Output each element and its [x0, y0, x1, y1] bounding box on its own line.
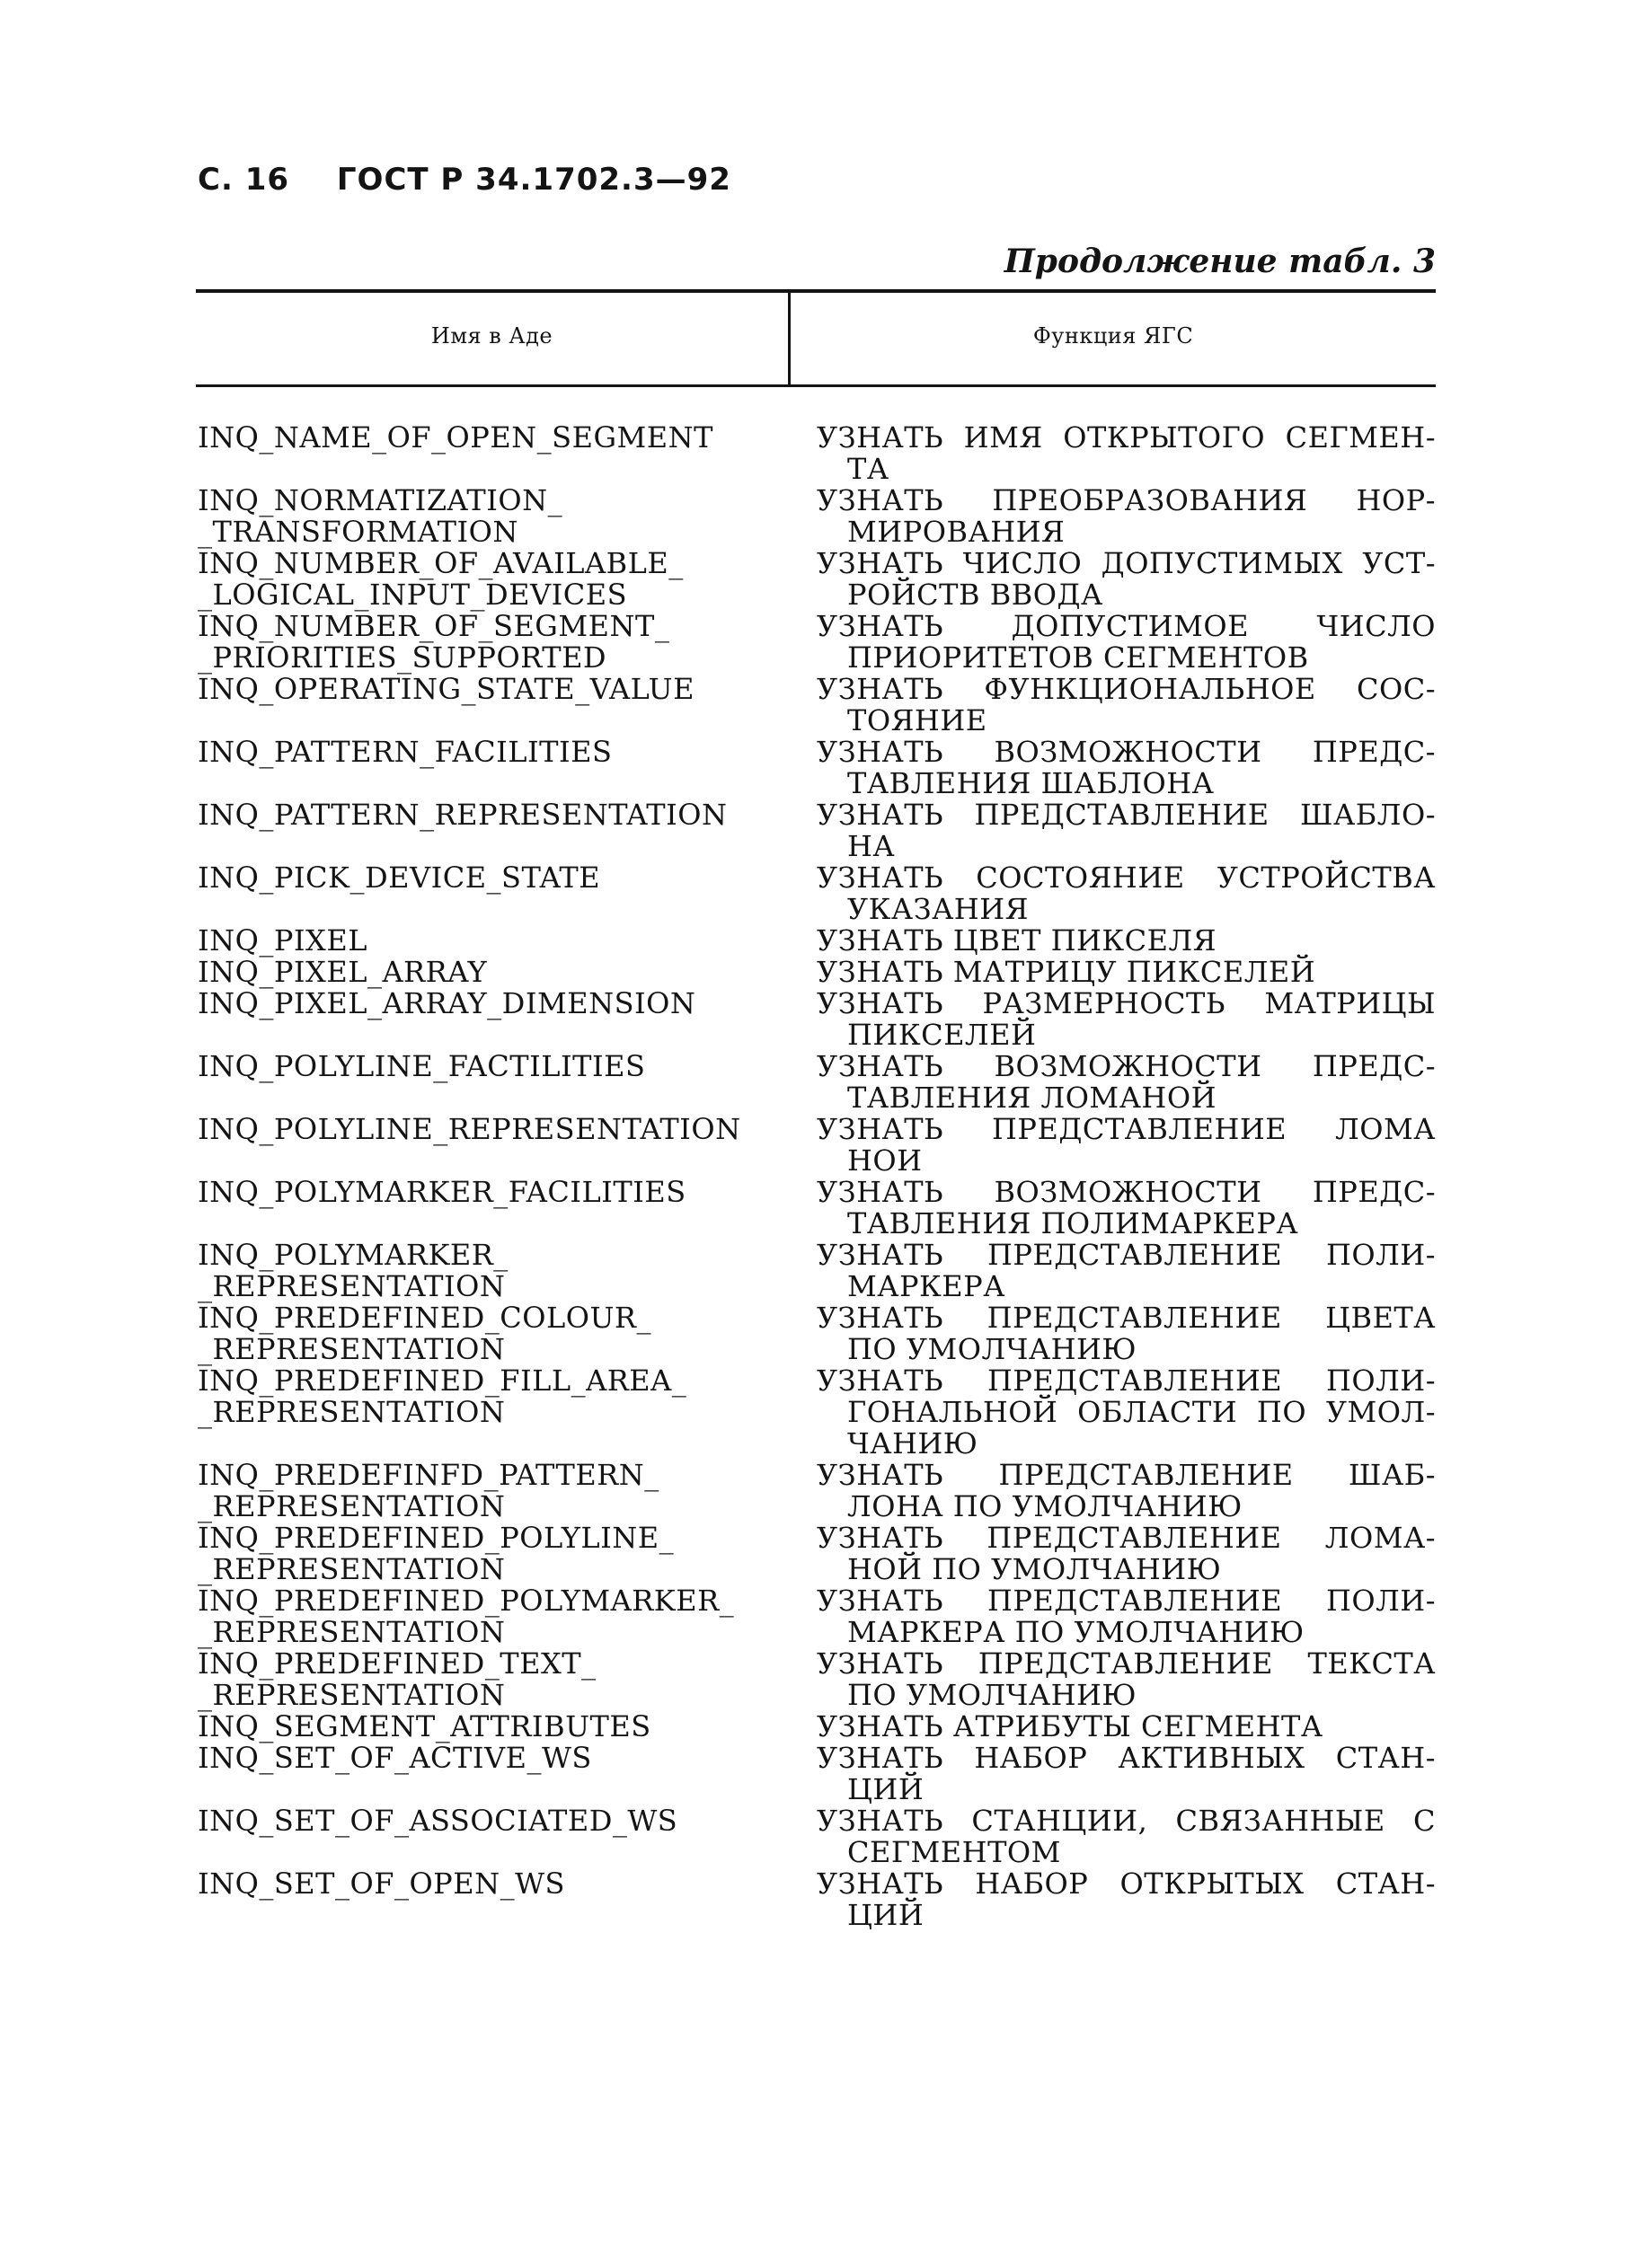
ada-name-cell: INQ_PREDEFINED_FILL_AREA_ _REPRESENTATION — [198, 1363, 687, 1429]
ada-name-cell: INQ_SEGMENT_ATTRIBUTES — [198, 1709, 651, 1743]
gks-function-line: УЗНАТЬ ДОПУСТИМОЕ ЧИСЛО — [817, 609, 1436, 643]
ada-name-cell: INQ_PATTERN_REPRESENTATION — [198, 798, 728, 832]
gks-function-line: УЗНАТЬ АТРИБУТЫ СЕГМЕНТА — [817, 1709, 1323, 1743]
standard-designation: ГОСТ Р 34.1702.3—92 — [336, 162, 731, 198]
ada-name-cell: INQ_PREDEFINED_TEXT_ _REPRESENTATION — [198, 1646, 597, 1712]
gks-function-cell-wrap — [817, 862, 1436, 925]
table-row — [196, 1868, 1436, 1931]
gks-function-line: МАРКЕРА ПО УМОЛЧАНИЮ — [847, 1615, 1305, 1649]
gks-function-line: УЗНАТЬ ПРЕДСТАВЛЕНИЕ ШАБЛО- — [817, 798, 1436, 832]
gks-function-line: УЗНАТЬ МАТРИЦУ ПИКСЕЛЕЙ — [817, 955, 1316, 989]
table-caption: Продолжение табл. 3 — [1004, 243, 1436, 280]
table-row — [196, 1460, 1436, 1522]
table-row — [196, 1522, 1436, 1585]
gks-function-line: ТАВЛЕНИЯ ШАБЛОНА — [847, 766, 1215, 800]
gks-function-line: ПРИОРИТЕТОВ СЕГМЕНТОВ — [847, 640, 1309, 675]
gks-function-cell-wrap — [817, 988, 1436, 1051]
table-row — [196, 737, 1436, 799]
gks-function-cell-wrap — [817, 1302, 1436, 1365]
gks-function-line: УЗНАТЬ ПРЕДСТАВЛЕНИЕ ПОЛИ- — [817, 1238, 1436, 1272]
gks-function-line: ТАВЛЕНИЯ ЛОМАНОЙ — [847, 1081, 1217, 1115]
gks-function-line: ТАВЛЕНИЯ ПОЛИМАРКЕРА — [847, 1206, 1299, 1240]
ada-name-cell: INQ_NAME_OF_OPEN_SEGMENT — [198, 420, 713, 454]
gks-function-cell-wrap — [817, 611, 1436, 674]
gks-function-line: ЧАНИЮ — [847, 1426, 978, 1461]
gks-function-cell-wrap — [817, 1648, 1436, 1711]
ada-name-cell: INQ_SET_OF_OPEN_WS — [198, 1866, 565, 1901]
table-row — [196, 1114, 1436, 1177]
ada-name-cell: INQ_NORMATIZATION_ _TRANSFORMATION — [198, 483, 563, 549]
gks-function-line: УЗНАТЬ ВОЗМОЖНОСТИ ПРЕДС- — [817, 1049, 1436, 1083]
ada-name-cell: INQ_POLYMARKER_ _REPRESENTATION — [198, 1238, 509, 1303]
gks-function-cell-wrap — [817, 1868, 1436, 1931]
ada-name-cell: INQ_PATTERN_FACILITIES — [198, 735, 613, 769]
gks-function-line: УЗНАТЬ ПРЕДСТАВЛЕНИЕ ТЕКСТА — [817, 1646, 1436, 1681]
gks-function-line: УЗНАТЬ ИМЯ ОТКРЫТОГО СЕГМЕН- — [817, 420, 1436, 454]
gks-function-cell-wrap — [817, 737, 1436, 799]
gks-function-line: УЗНАТЬ ПРЕДСТАВЛЕНИЕ ШАБ- — [817, 1458, 1436, 1492]
gks-function-line: УЗНАТЬ ВОЗМОЖНОСТИ ПРЕДС- — [817, 735, 1436, 769]
gks-function-line: УЗНАТЬ СТАНЦИИ, СВЯЗАННЫЕ С — [817, 1804, 1436, 1838]
table-row — [196, 611, 1436, 674]
gks-function-cell-wrap — [817, 1522, 1436, 1585]
table-row — [196, 1240, 1436, 1302]
gks-function-line: УЗНАТЬ ПРЕДСТАВЛЕНИЕ ЦВЕТА — [817, 1301, 1436, 1335]
ada-name-cell: INQ_NUMBER_OF_AVAILABLE_ _LOGICAL_INPUT_DEVICES — [198, 546, 684, 612]
gks-function-line: МИРОВАНИЯ — [847, 515, 1066, 549]
gks-function-line: УЗНАТЬ НАБОР ОТКРЫТЫХ СТАН- — [817, 1866, 1436, 1901]
gks-function-cell-wrap — [817, 485, 1436, 548]
table-header-rule — [196, 384, 1436, 387]
table-row — [196, 988, 1436, 1051]
gks-function-line: УЗНАТЬ ПРЕДСТАВЛЕНИЕ ЛОМА- — [817, 1521, 1436, 1555]
table-row — [196, 1711, 1436, 1743]
gks-function-cell-wrap — [817, 674, 1436, 737]
gks-function-line: ЦИЙ — [847, 1772, 925, 1806]
table-row — [196, 674, 1436, 737]
ada-name-cell: INQ_SET_OF_ASSOCIATED_WS — [198, 1804, 678, 1838]
gks-function-cell-wrap — [817, 548, 1436, 611]
ada-name-cell: INQ_PIXEL_ARRAY_DIMENSION — [198, 986, 696, 1020]
gks-function-line: УЗНАТЬ ЦВЕТ ПИКСЕЛЯ — [817, 923, 1217, 958]
gks-function-line: ГОНАЛЬНОЙ ОБЛАСТИ ПО УМОЛ- — [847, 1395, 1436, 1429]
table-row — [196, 1743, 1436, 1805]
gks-function-line: НА — [847, 829, 896, 863]
ada-name-cell: INQ_PICK_DEVICE_STATE — [198, 860, 601, 895]
gks-function-line: ТОЯНИЕ — [847, 703, 987, 737]
gks-function-cell-wrap — [817, 1460, 1436, 1522]
gks-function-line: ЛОНА ПО УМОЛЧАНИЮ — [847, 1489, 1243, 1523]
table-row — [196, 862, 1436, 925]
table-row — [196, 1365, 1436, 1460]
gks-function-line: ТА — [847, 452, 889, 486]
table-row — [196, 1805, 1436, 1868]
gks-function-line: УКАЗАНИЯ — [847, 892, 1029, 926]
gks-function-cell-wrap — [817, 1177, 1436, 1240]
ada-name-cell: INQ_PIXEL_ARRAY — [198, 955, 488, 989]
gks-function-cell-wrap — [817, 957, 1436, 988]
table-row — [196, 1302, 1436, 1365]
gks-function-line: НОЙ ПО УМОЛЧАНИЮ — [847, 1552, 1222, 1586]
gks-function-line: УЗНАТЬ НАБОР АКТИВНЫХ СТАН- — [817, 1741, 1436, 1775]
table-row — [196, 925, 1436, 957]
gks-function-line: МАРКЕРА — [847, 1269, 1005, 1303]
gks-function-cell-wrap — [817, 1365, 1436, 1460]
ada-name-cell: INQ_SET_OF_ACTIVE_WS — [198, 1741, 592, 1775]
gks-function-line: УЗНАТЬ ПРЕДСТАВЛЕНИЕ ПОЛИ- — [817, 1363, 1436, 1398]
gks-function-cell-wrap — [817, 1051, 1436, 1114]
ada-name-cell: INQ_POLYLINE_REPRESENTATION — [198, 1112, 741, 1146]
gks-function-cell-wrap — [817, 1114, 1436, 1177]
table-row — [196, 548, 1436, 611]
table-top-rule — [196, 289, 1436, 293]
table-row — [196, 1051, 1436, 1114]
gks-function-line: ПО УМОЛЧАНИЮ — [847, 1678, 1137, 1712]
ada-name-cell: INQ_POLYLINE_FACTILITIES — [198, 1049, 646, 1083]
page-header — [198, 162, 731, 198]
gks-function-cell-wrap — [817, 1585, 1436, 1648]
ada-name-cell: INQ_POLYMARKER_FACILITIES — [198, 1175, 686, 1209]
gks-function-cell-wrap — [817, 422, 1436, 485]
table-row — [196, 1585, 1436, 1648]
gks-function-cell-wrap — [817, 1240, 1436, 1302]
gks-function-cell-wrap — [817, 799, 1436, 862]
gks-function-cell-wrap — [817, 1711, 1436, 1743]
gks-function-line: УЗНАТЬ ПРЕДСТАВЛЕНИЕ ПОЛИ- — [817, 1584, 1436, 1618]
gks-function-line: ПИКСЕЛЕЙ — [847, 1018, 1037, 1052]
table-row — [196, 485, 1436, 548]
ada-name-cell: INQ_PIXEL — [198, 923, 367, 958]
gks-function-line: УЗНАТЬ ФУНКЦИОНАЛЬНОЕ СОС- — [817, 672, 1436, 706]
gks-function-line: УЗНАТЬ СОСТОЯНИЕ УСТРОЙСТВА — [817, 860, 1436, 895]
ada-name-cell: INQ_PREDEFINED_POLYMARKER_ _REPRESENTATION — [198, 1584, 735, 1649]
table-body — [196, 422, 1436, 1931]
ada-name-cell: INQ_PREDEFINFD_PATTERN_ _REPRESENTATION — [198, 1458, 659, 1523]
table-row — [196, 957, 1436, 988]
gks-function-line: ЦИЙ — [847, 1898, 925, 1932]
gks-function-cell-wrap — [817, 925, 1436, 957]
column-header-gks-function: Функция ЯГС — [1032, 323, 1194, 349]
gks-function-line: НОИ — [847, 1143, 923, 1178]
gks-function-line: ПО УМОЛЧАНИЮ — [847, 1332, 1137, 1366]
gks-function-line: СЕГМЕНТОМ — [847, 1835, 1061, 1869]
table-row — [196, 799, 1436, 862]
ada-name-cell: INQ_NUMBER_OF_SEGMENT_ _PRIORITIES_SUPPORTED — [198, 609, 670, 675]
gks-function-line: УЗНАТЬ ЧИСЛО ДОПУСТИМЫХ УСТ- — [817, 546, 1436, 580]
ada-name-cell: INQ_PREDEFINED_POLYLINE_ _REPRESENTATION — [198, 1521, 675, 1586]
column-header-ada-name: Имя в Аде — [430, 323, 553, 349]
table-row — [196, 1177, 1436, 1240]
ada-name-cell: INQ_PREDEFINED_COLOUR_ _REPRESENTATION — [198, 1301, 651, 1366]
page-number: С. 16 — [198, 162, 290, 198]
gks-function-cell-wrap — [817, 1743, 1436, 1805]
table-row — [196, 1648, 1436, 1711]
ada-name-cell: INQ_OPERATING_STATE_VALUE — [198, 672, 695, 706]
gks-function-cell-wrap — [817, 1805, 1436, 1868]
gks-function-line: РОЙСТВ ВВОДА — [847, 578, 1103, 612]
gks-function-line: УЗНАТЬ ПРЕОБРАЗОВАНИЯ НОР- — [817, 483, 1436, 517]
table-row — [196, 422, 1436, 485]
gks-function-line: УЗНАТЬ РАЗМЕРНОСТЬ МАТРИЦЫ — [817, 986, 1436, 1020]
gks-function-line: УЗНАТЬ ПРЕДСТАВЛЕНИЕ ЛОМА — [817, 1112, 1436, 1146]
gks-function-line: УЗНАТЬ ВОЗМОЖНОСТИ ПРЕДС- — [817, 1175, 1436, 1209]
